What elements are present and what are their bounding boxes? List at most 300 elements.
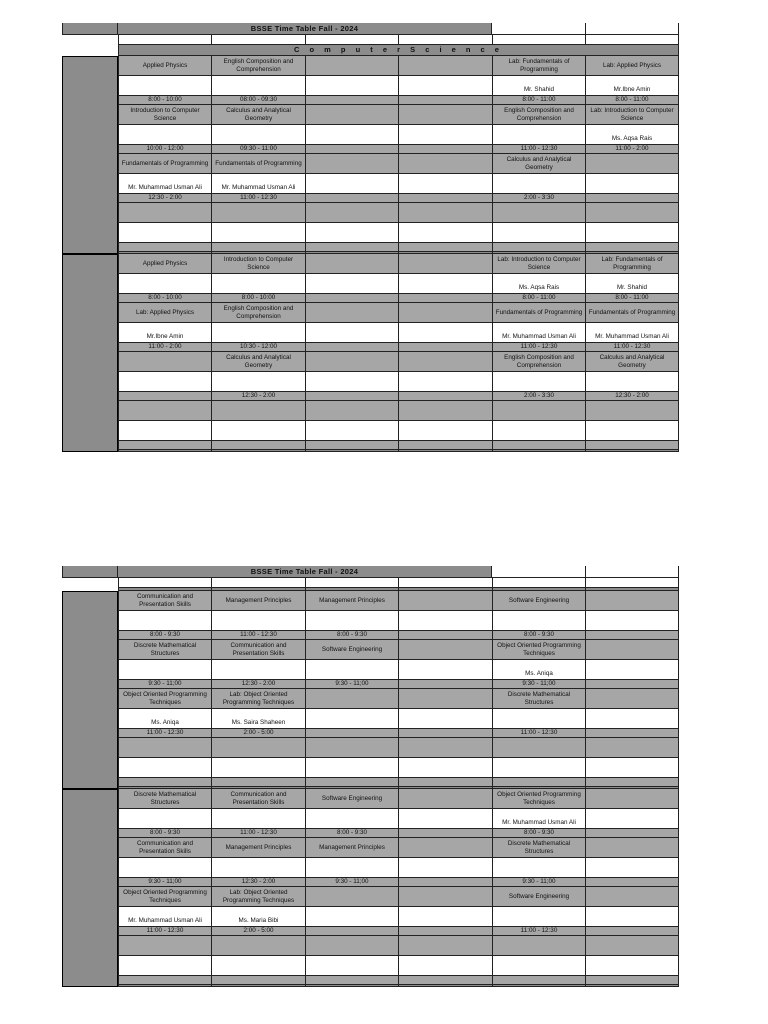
time-row-text: 08:00 - 09:30 — [239, 96, 278, 103]
subject-row — [118, 936, 679, 956]
subject-row-text: Lab: Fundamentals of Programming — [601, 255, 663, 271]
time-row-text: 11:00 - 12:30 — [520, 343, 558, 350]
subject-row-cell — [118, 789, 212, 809]
subject-row-text: Fundamentals of Programming — [588, 308, 676, 316]
time-row-text: 8:00 - 10:00 — [148, 96, 182, 103]
instructor-row-cell — [306, 907, 399, 927]
subject-row — [118, 887, 679, 907]
instructor-row-cell — [399, 125, 493, 145]
time-row-cell — [493, 194, 586, 203]
instructor-row-cell — [399, 372, 493, 392]
subject-row-cell — [493, 789, 586, 809]
subject-row-cell — [586, 838, 679, 858]
subject-row-cell — [306, 203, 399, 223]
instructor-row — [118, 323, 679, 343]
time-row-cell — [212, 927, 306, 936]
subject-row-text: English Composition and Comprehension — [223, 57, 294, 73]
time-row-cell — [493, 976, 586, 985]
subject-row-cell — [212, 640, 306, 660]
instructor-row-text: Mr.Ibne Amin — [146, 333, 184, 340]
time-row-cell — [399, 243, 493, 252]
subject-row — [118, 154, 679, 174]
time-row-cell — [586, 729, 679, 738]
subject-row-text: Calculus and Analytical Geometry — [599, 353, 665, 369]
subject-row-text: Communication and Presentation Skills — [230, 790, 287, 806]
subject-row-cell — [399, 689, 493, 709]
instructor-row-cell — [399, 76, 493, 96]
subject-row-text: Introduction to Computer Science — [130, 106, 200, 122]
subject-row-cell — [212, 254, 306, 274]
instructor-row — [118, 709, 679, 729]
subject-row-text: Discrete Mathematical Structures — [507, 839, 571, 855]
subject-row — [118, 56, 679, 76]
instructor-row-cell — [118, 421, 212, 441]
instructor-row-cell — [399, 174, 493, 194]
subject-row-cell — [399, 303, 493, 323]
time-row-cell — [118, 680, 212, 689]
subject-row-cell — [118, 591, 212, 611]
time-row-cell — [399, 976, 493, 985]
time-row-cell — [306, 96, 399, 105]
subject-row-text: Communication and Presentation Skills — [230, 641, 287, 657]
time-row-cell — [212, 294, 306, 303]
instructor-row-cell — [306, 223, 399, 243]
instructor-row — [118, 223, 679, 243]
subject-row — [118, 203, 679, 223]
instructor-row-cell — [493, 274, 586, 294]
instructor-row-text: Mr. Muhammad Usman Ali — [128, 917, 202, 924]
time-row-cell — [118, 778, 212, 787]
subject-row-cell — [399, 154, 493, 174]
subject-row-text: Discrete Mathematical Structures — [507, 690, 571, 706]
time-row-cell — [399, 778, 493, 787]
instructor-row-text: Mr. Muhammad Usman Ali — [502, 333, 576, 340]
subject-row-text: English Composition and Comprehension — [223, 304, 294, 320]
instructor-row-cell — [586, 660, 679, 680]
instructor-row-cell — [493, 709, 586, 729]
subject-row-cell — [212, 887, 306, 907]
subject-row-cell — [586, 738, 679, 758]
subject-row-text: Lab: Introduction to Computer Science — [590, 106, 674, 122]
subject-row-cell — [212, 105, 306, 125]
subject-row-cell — [118, 56, 212, 76]
title-blank — [586, 23, 679, 35]
time-row-cell — [586, 294, 679, 303]
instructor-row — [118, 76, 679, 96]
time-row-cell — [306, 441, 399, 450]
time-row-text: 8:00 - 11:00 — [522, 294, 556, 301]
subject-row-text: Lab: Object Oriented Programming Techniques — [222, 888, 295, 904]
instructor-row-cell — [306, 709, 399, 729]
gap-row-cell — [399, 985, 493, 987]
instructor-row-cell — [306, 758, 399, 778]
instructor-row-cell — [118, 323, 212, 343]
gap-row — [118, 985, 679, 987]
subject-row-cell — [212, 689, 306, 709]
time-row-cell — [306, 778, 399, 787]
time-row-cell — [306, 294, 399, 303]
instructor-row-cell — [399, 274, 493, 294]
subject-row-cell — [399, 738, 493, 758]
instructor-row-cell — [306, 76, 399, 96]
time-row-text: 10:30 - 12:00 — [239, 343, 278, 350]
subject-row-text: Software Engineering — [508, 892, 570, 900]
instructor-row-cell — [586, 223, 679, 243]
instructor-row-cell — [306, 323, 399, 343]
time-row-cell — [493, 778, 586, 787]
time-row-cell — [399, 680, 493, 689]
subject-row-cell — [212, 738, 306, 758]
subject-row-cell — [493, 838, 586, 858]
subject-row-text: Fundamentals of Programming — [121, 159, 209, 167]
time-row-text: 9:30 - 11;00 — [522, 878, 556, 885]
subject-row — [118, 640, 679, 660]
time-row-cell — [212, 343, 306, 352]
subject-row-cell — [306, 254, 399, 274]
instructor-row-text: Mr. Muhammad Usman Ali — [502, 819, 576, 826]
instructor-row-cell — [399, 758, 493, 778]
time-row-text: 11:00 - 12:30 — [240, 194, 277, 201]
instructor-row-text: Mr. Muhammad Usman Ali — [595, 333, 669, 340]
subject-row-cell — [399, 105, 493, 125]
time-row-cell — [212, 729, 306, 738]
time-row-cell — [399, 145, 493, 154]
instructor-row-cell — [306, 660, 399, 680]
subject-row-text: Lab: Applied Physics — [135, 308, 195, 316]
instructor-row-text: Mr. Shahid — [616, 284, 648, 291]
subject-row-cell — [212, 203, 306, 223]
instructor-row-cell — [399, 223, 493, 243]
instructor-row — [118, 758, 679, 778]
title-bar — [62, 23, 679, 35]
instructor-row-cell — [586, 174, 679, 194]
instructor-row-cell — [306, 421, 399, 441]
subject-row-cell — [586, 887, 679, 907]
time-row-cell — [212, 680, 306, 689]
subheader-row-cell — [493, 35, 586, 45]
time-row-cell — [399, 927, 493, 936]
time-row-text: 9:30 - 11;00 — [522, 680, 556, 687]
time-row-cell — [118, 927, 212, 936]
subject-row-text: Discrete Mathematical Structures — [133, 641, 197, 657]
time-row-cell — [118, 392, 212, 401]
time-row-cell — [118, 96, 212, 105]
subject-row-text: Software Engineering — [321, 645, 383, 653]
instructor-row-cell — [493, 956, 586, 976]
instructor-row-text: Ms. Saira Shaheen — [231, 719, 286, 726]
subject-row-cell — [118, 936, 212, 956]
subject-row-cell — [212, 936, 306, 956]
subject-row-cell — [586, 56, 679, 76]
time-row-cell — [118, 829, 212, 838]
time-row-cell — [212, 96, 306, 105]
subject-row-cell — [118, 105, 212, 125]
subject-row-cell — [493, 254, 586, 274]
instructor-row-cell — [118, 125, 212, 145]
title-blank — [492, 566, 586, 578]
subject-row-cell — [586, 789, 679, 809]
subject-row — [118, 738, 679, 758]
time-row-text: 12:30 - 2:00 — [148, 194, 182, 201]
time-row — [118, 680, 679, 689]
subject-row-cell — [118, 203, 212, 223]
instructor-row-cell — [118, 907, 212, 927]
subject-row-text: Applied Physics — [142, 259, 188, 267]
title-corner — [62, 566, 118, 578]
time-row-text: 8:00 - 11:00 — [522, 96, 556, 103]
time-row-cell — [306, 878, 399, 887]
time-row — [118, 392, 679, 401]
subject-row-cell — [586, 154, 679, 174]
title-corner — [62, 23, 118, 35]
time-row-cell — [399, 631, 493, 640]
instructor-row-text: Ms. Aniqa — [151, 719, 179, 726]
time-row-cell — [212, 441, 306, 450]
instructor-row-text: Mr.Ibne Amin — [613, 86, 651, 93]
time-row-cell — [399, 294, 493, 303]
time-row-cell — [118, 294, 212, 303]
time-row-cell — [493, 927, 586, 936]
instructor-row-text: Mr. Shahid — [523, 86, 555, 93]
subject-row-text: English Composition and Comprehension — [504, 353, 574, 369]
time-row-cell — [586, 343, 679, 352]
instructor-row-cell — [306, 372, 399, 392]
instructor-row-cell — [118, 611, 212, 631]
gap-row-cell — [399, 450, 493, 452]
subject-row-text: Lab: Applied Physics — [602, 61, 662, 69]
instructor-row-text: Ms. Aniqa — [525, 670, 553, 677]
instructor-row-text: Mr. Muhammad Usman Ali — [128, 184, 202, 191]
time-row-text: 8:00 - 10:00 — [148, 294, 182, 301]
subject-row-text: Lab: Fundamentals of Programming — [508, 57, 570, 73]
instructor-row-cell — [399, 809, 493, 829]
title-blank — [586, 566, 679, 578]
time-row-cell — [118, 878, 212, 887]
instructor-row — [118, 809, 679, 829]
time-row-text: 9:30 - 11;00 — [335, 878, 369, 885]
subject-row-cell — [586, 401, 679, 421]
subheader-row-cell — [493, 578, 586, 588]
instructor-row-cell — [212, 174, 306, 194]
time-row-text: 8:00 - 9:30 — [336, 829, 368, 836]
instructor-row-cell — [493, 372, 586, 392]
time-row-text: 12:30 - 2:00 — [241, 392, 276, 399]
subject-row-cell — [118, 401, 212, 421]
time-row-text: 12:30 - 2:00 — [241, 680, 276, 687]
gap-row-cell — [212, 450, 306, 452]
subject-row-cell — [306, 936, 399, 956]
subject-row-cell — [586, 203, 679, 223]
instructor-row-cell — [212, 907, 306, 927]
subheader-row-cell — [306, 578, 399, 588]
gap-row-cell — [212, 985, 306, 987]
subject-row-text: Calculus and Analytical Geometry — [506, 155, 572, 171]
time-row-cell — [586, 96, 679, 105]
time-row — [118, 878, 679, 887]
time-row-text: 12:30 - 2:00 — [615, 392, 649, 399]
time-row-text: 11:00 - 12:30 — [520, 145, 558, 152]
instructor-row — [118, 372, 679, 392]
instructor-row-cell — [586, 709, 679, 729]
time-row-cell — [493, 829, 586, 838]
instructor-row-cell — [493, 858, 586, 878]
time-row-text: 11:00 - 12:30 — [146, 927, 184, 934]
instructor-row-cell — [493, 758, 586, 778]
time-row-text: 9:30 - 11;00 — [148, 878, 182, 885]
time-row-text: 10:00 - 12:00 — [146, 145, 184, 152]
instructor-row-cell — [212, 809, 306, 829]
time-row-cell — [118, 729, 212, 738]
time-row-cell — [306, 392, 399, 401]
subject-row-cell — [399, 203, 493, 223]
time-row-cell — [586, 778, 679, 787]
time-row-text: 11:00 - 12:30 — [240, 829, 277, 836]
instructor-row-cell — [399, 709, 493, 729]
time-row — [118, 778, 679, 787]
subject-row-text: Calculus and Analytical Geometry — [226, 353, 291, 369]
instructor-row-cell — [306, 809, 399, 829]
instructor-row-cell — [212, 274, 306, 294]
subject-row-text: Communication and Presentation Skills — [136, 592, 193, 608]
instructor-row-cell — [493, 660, 586, 680]
subheader-row-cell — [212, 578, 306, 588]
instructor-row-cell — [493, 223, 586, 243]
subject-row-cell — [493, 738, 586, 758]
gap-row-cell — [493, 450, 586, 452]
time-row-text: 8:00 - 9:30 — [523, 631, 555, 638]
subject-row-cell — [493, 203, 586, 223]
time-row-cell — [118, 194, 212, 203]
gap-row-cell — [493, 985, 586, 987]
time-row-cell — [306, 680, 399, 689]
subject-row-cell — [399, 352, 493, 372]
page-title: BSSE Time Table Fall - 2024 — [118, 23, 492, 35]
time-row — [118, 294, 679, 303]
instructor-row-cell — [493, 125, 586, 145]
subheader-row — [118, 578, 679, 588]
instructor-row-cell — [399, 323, 493, 343]
instructor-row-cell — [586, 907, 679, 927]
instructor-row-cell — [118, 758, 212, 778]
subject-row-text: Fundamentals of Programming — [495, 308, 583, 316]
time-row — [118, 145, 679, 154]
subject-row-cell — [212, 591, 306, 611]
instructor-row-cell — [399, 611, 493, 631]
subject-row-text: Lab: Introduction to Computer Science — [497, 255, 581, 271]
instructor-row-cell — [118, 174, 212, 194]
subject-row — [118, 105, 679, 125]
subject-row-cell — [493, 154, 586, 174]
subject-row-cell — [399, 591, 493, 611]
subheader-row-cell — [306, 35, 399, 45]
instructor-row — [118, 660, 679, 680]
subheader-row-cell — [399, 35, 493, 45]
subheader-row-cell — [586, 35, 679, 45]
instructor-row-cell — [586, 809, 679, 829]
time-row-cell — [493, 145, 586, 154]
subject-row-cell — [306, 154, 399, 174]
gap-row-cell — [306, 450, 399, 452]
subheader-row-cell — [212, 35, 306, 45]
time-row-text: 11:00 - 12:30 — [146, 729, 184, 736]
subheader-row-cell — [399, 578, 493, 588]
subject-row-text: Object Oriented Programming Techniques — [497, 641, 581, 657]
instructor-row-cell — [399, 421, 493, 441]
instructor-row-cell — [118, 858, 212, 878]
instructor-row-cell — [306, 174, 399, 194]
subject-row-cell — [306, 401, 399, 421]
subject-row-cell — [306, 789, 399, 809]
time-row-cell — [118, 243, 212, 252]
subject-row-cell — [399, 254, 493, 274]
subject-row-text: Management Principles — [225, 596, 292, 604]
time-row-text: 2:00 - 3:30 — [523, 392, 555, 399]
subject-row — [118, 838, 679, 858]
instructor-row-cell — [118, 809, 212, 829]
gap-row-cell — [118, 985, 212, 987]
instructor-row-cell — [118, 709, 212, 729]
subject-row-cell — [212, 401, 306, 421]
instructor-row-cell — [586, 76, 679, 96]
time-row — [118, 829, 679, 838]
time-row-text: 11:00 - 12:30 — [240, 631, 277, 638]
time-row-cell — [118, 976, 212, 985]
subject-row — [118, 591, 679, 611]
instructor-row — [118, 274, 679, 294]
instructor-row-cell — [306, 956, 399, 976]
time-row-cell — [399, 343, 493, 352]
time-row-text: 2:00 - 3:30 — [523, 194, 555, 201]
instructor-row-cell — [399, 907, 493, 927]
subject-row-cell — [118, 738, 212, 758]
time-row-cell — [306, 145, 399, 154]
time-row-cell — [586, 878, 679, 887]
time-row-text: 09:30 - 11:00 — [240, 145, 277, 152]
time-row-cell — [493, 631, 586, 640]
subject-row-cell — [586, 689, 679, 709]
subject-row — [118, 254, 679, 274]
subject-row — [118, 352, 679, 372]
time-row-text: 8:00 - 11:00 — [615, 96, 649, 103]
subject-row-cell — [212, 154, 306, 174]
instructor-row-text: Ms. Aqsa Rais — [611, 135, 653, 142]
instructor-row-cell — [493, 323, 586, 343]
subject-row-cell — [306, 303, 399, 323]
instructor-row-cell — [306, 858, 399, 878]
subject-row-cell — [493, 303, 586, 323]
instructor-row-text: Mr. Muhammad Usman Ali — [221, 184, 296, 191]
instructor-row-cell — [493, 174, 586, 194]
time-row-cell — [493, 392, 586, 401]
instructor-row — [118, 907, 679, 927]
time-row-cell — [306, 729, 399, 738]
day-label-column — [62, 56, 118, 254]
time-row-cell — [399, 96, 493, 105]
instructor-row-cell — [212, 372, 306, 392]
instructor-row-cell — [118, 956, 212, 976]
time-row-cell — [212, 829, 306, 838]
subject-row-cell — [118, 887, 212, 907]
subject-row-cell — [118, 689, 212, 709]
time-row-cell — [212, 145, 306, 154]
subject-row — [118, 303, 679, 323]
time-row-cell — [493, 729, 586, 738]
instructor-row-cell — [493, 907, 586, 927]
time-row — [118, 243, 679, 252]
time-row — [118, 343, 679, 352]
instructor-row-cell — [586, 758, 679, 778]
subject-row-cell — [493, 689, 586, 709]
